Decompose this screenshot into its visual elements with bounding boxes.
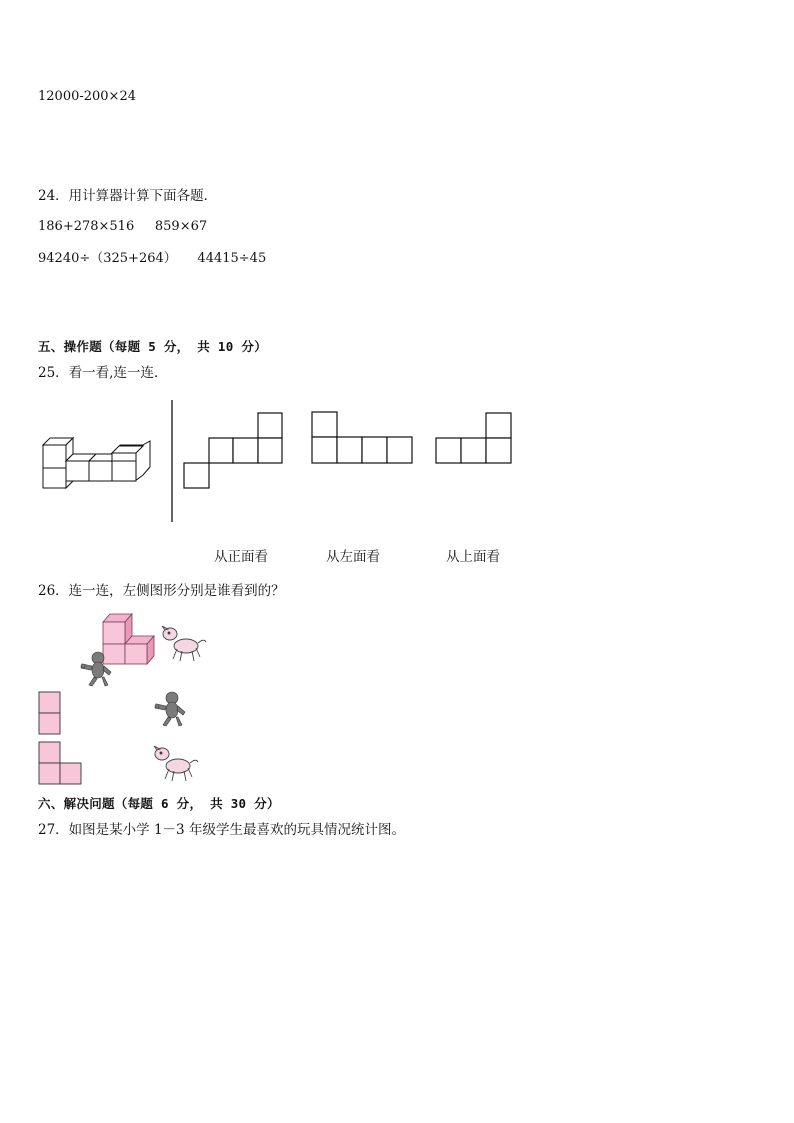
dog-icon bbox=[160, 624, 208, 664]
question-24-title: 24．用计算器计算下面各题． bbox=[38, 188, 218, 204]
view-option-1[interactable] bbox=[183, 412, 284, 490]
question-25-title: 25．看一看,连一连． bbox=[38, 365, 168, 381]
caption-left-view: 从左面看 bbox=[326, 549, 380, 565]
monkey-icon bbox=[78, 650, 116, 688]
caption-front-view: 从正面看 bbox=[214, 549, 268, 565]
question-26-title: 26．连一连，左侧图形分别是谁看到的？ bbox=[38, 583, 285, 599]
view-option-2[interactable] bbox=[311, 411, 414, 465]
question-24-row-1: 186+278×516 859×67 bbox=[38, 219, 208, 234]
view-option-3[interactable] bbox=[435, 412, 513, 465]
view-shape-b[interactable] bbox=[38, 741, 84, 786]
view-shape-a[interactable] bbox=[38, 691, 62, 735]
question-27-title: 27．如图是某小学 1－3 年级学生最喜欢的玩具情况统计图。 bbox=[38, 822, 405, 838]
caption-top-view: 从上面看 bbox=[446, 549, 500, 565]
expression-12000: 12000-200×24 bbox=[38, 89, 136, 104]
section-6-title: 六、解决问题（每题 6 分， 共 30 分） bbox=[38, 796, 280, 811]
vertical-divider bbox=[170, 400, 174, 522]
section-5-title: 五、操作题（每题 5 分， 共 10 分） bbox=[38, 339, 268, 354]
question-24-row-2: 94240÷（325+264） 44415÷45 bbox=[38, 251, 267, 266]
cube-arrangement-3d bbox=[40, 435, 155, 490]
monkey-icon bbox=[152, 690, 190, 728]
dog-icon bbox=[152, 744, 200, 784]
